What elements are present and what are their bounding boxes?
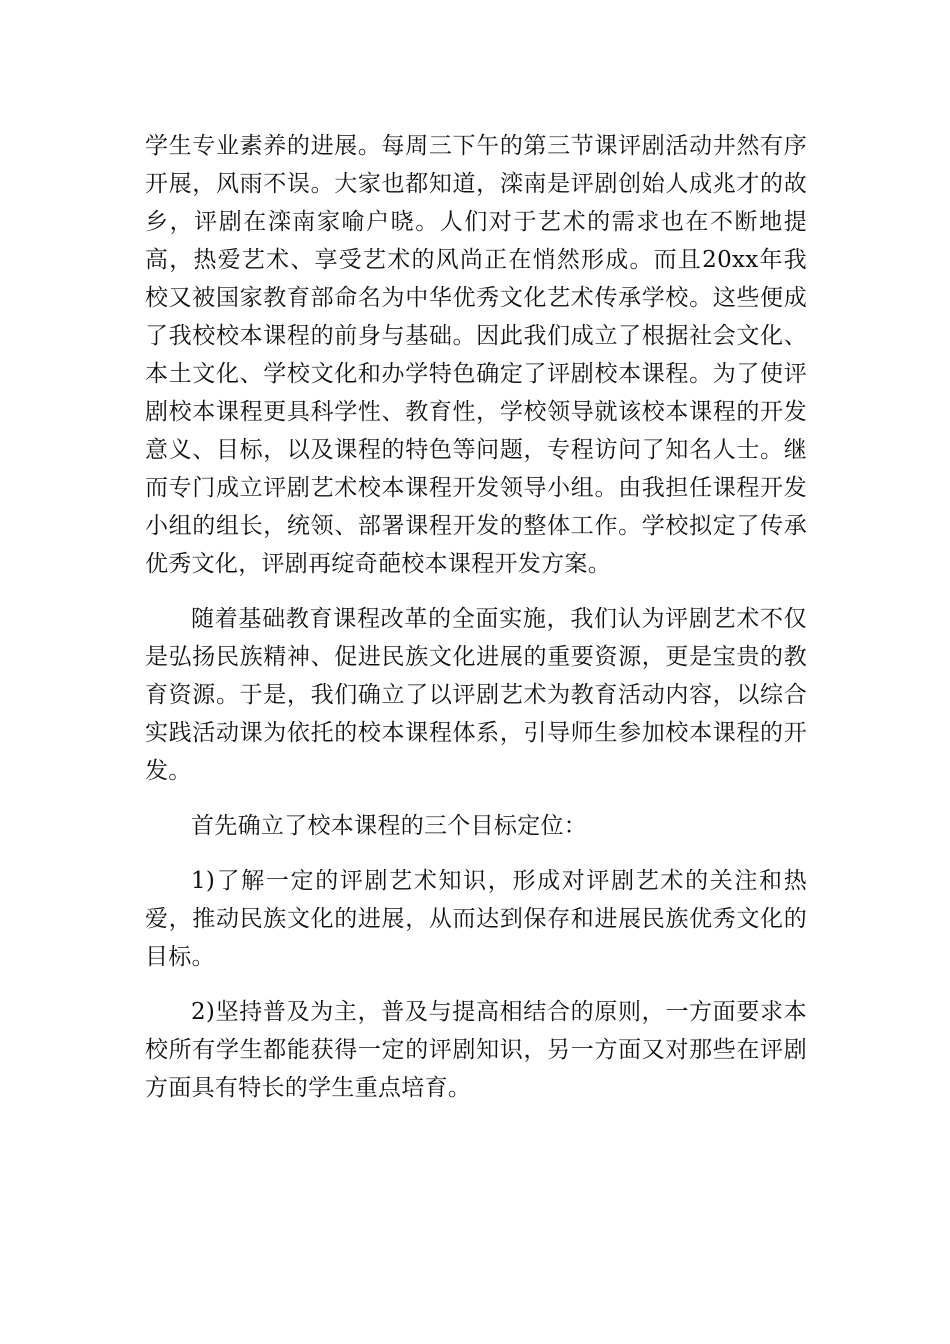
document-body: [145, 127, 807, 1124]
paragraph-1: 学生专业素养的进展。每周三下午的第三节课评剧活动井然有序开展，风雨不误。大家也都知道，滦南是评剧创始人成兆才的故乡，评剧在滦南家喻户晓。人们对于艺术的需求也在不断地提高，热爱艺术、享受艺术的风尚正在悄然形成。而且20xx年我校又被国家教育部命名为中华优秀文化艺术传承学校。这些便成了我校校本课程的前身与基础。因此我们成立了根据社会文化、本土文化、学校文化和办学特色确定了评剧校本课程。为了使评剧校本课程更具科学性、教育性，学校领导就该校本课程的开发意义、目标，以及课程的特色等问题，专程访问了知名人士。继而专门成立评剧艺术校本课程开发领导小组。由我担任课程开发小组的组长，统领、部署课程开发的整体工作。学校拟定了传承优秀文化，评剧再绽奇葩校本课程开发方案。: [145, 133, 807, 577]
paragraph-2: 随着基础教育课程改革的全面实施，我们认为评剧艺术不仅是弘扬民族精神、促进民族文化进展的重要资源，更是宝贵的教育资源。于是，我们确立了以评剧艺术为教育活动内容，以综合实践活动课为依托的校本课程体系，引导师生参加校本课程的开发。: [145, 606, 807, 784]
paragraph-3: 首先确立了校本课程的三个目标定位：: [191, 813, 588, 839]
paragraph-4: 1)了解一定的评剧艺术知识，形成对评剧艺术的关注和热爱，推动民族文化的进展，从而达到保存和进展民族优秀文化的目标。: [145, 868, 807, 970]
paragraph-5: 2)坚持普及为主，普及与提高相结合的原则，一方面要求本校所有学生都能获得一定的评剧知识，另一方面又对那些在评剧方面具有特长的学生重点培育。: [145, 999, 807, 1101]
